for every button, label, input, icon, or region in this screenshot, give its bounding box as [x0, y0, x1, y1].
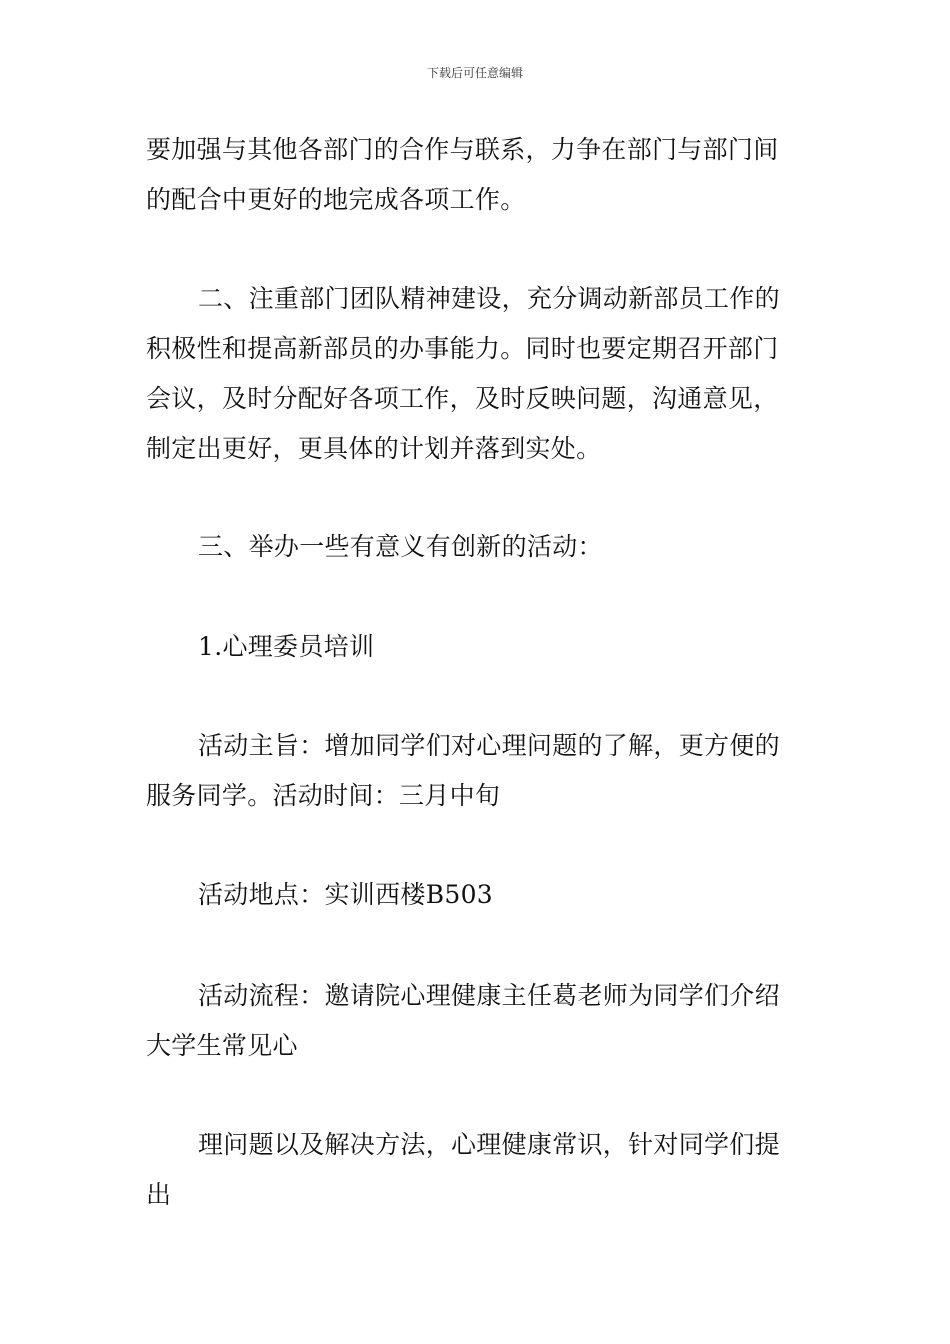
text-line: 服务同学。活动时间：三月中旬 — [146, 781, 501, 810]
page-header: 下载后可任意编辑 — [426, 66, 523, 80]
text-line: 1.心理委员培训 — [198, 632, 375, 661]
text-line: 活动地点：实训西楼B503 — [198, 880, 493, 909]
text-line: 积极性和提高新部员的办事能力。同时也要定期召开部门 — [146, 334, 779, 363]
paragraph-team-spirit — [146, 274, 811, 474]
text-line: 会议，及时分配好各项工作，及时反映问题，沟通意见， — [146, 384, 779, 413]
text-line: 要加强与其他各部门的合作与联系，力争在部门与部门间 — [146, 135, 779, 164]
text-line: 出 — [146, 1180, 172, 1209]
text-line: 活动流程：邀请院心理健康主任葛老师为同学们介绍 — [198, 981, 780, 1010]
paragraph-activity-process — [146, 971, 811, 1071]
text-line: 三、举办一些有意义有创新的活动： — [198, 532, 603, 561]
text-line: 活动主旨：增加同学们对心理问题的了解，更方便的 — [198, 731, 780, 760]
paragraph-activity-purpose — [146, 721, 811, 821]
text-line: 大学生常见心 — [146, 1031, 298, 1060]
text-line: 二、注重部门团队精神建设，充分调动新部员工作的 — [198, 284, 780, 313]
text-line: 制定出更好，更具体的计划并落到实处。 — [146, 434, 602, 463]
paragraph-activity-location — [146, 870, 811, 920]
paragraph-cooperation — [146, 125, 811, 225]
text-line: 理问题以及解决方法，心理健康常识，针对同学们提 — [198, 1130, 780, 1159]
paragraph-activities-heading — [146, 522, 811, 572]
text-line: 的配合中更好的地完成各项工作。 — [146, 185, 526, 214]
paragraph-item-1 — [146, 622, 811, 672]
paragraph-activity-process-cont — [146, 1120, 811, 1220]
